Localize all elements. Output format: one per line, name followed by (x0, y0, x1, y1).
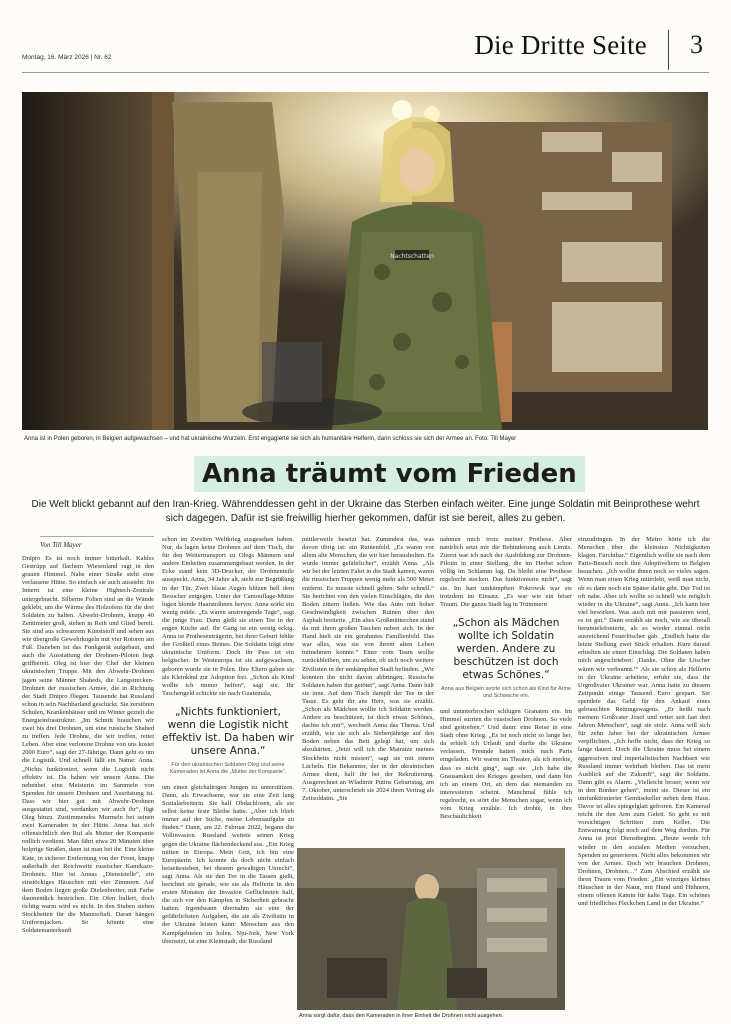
section-title: Die Dritte Seite (474, 30, 647, 60)
pull-quote-1: „Nichts funktioniert, wenn die Logistik nicht effektiv ist. Da haben wir unsere Anna.“ (162, 705, 294, 757)
pull-quote-2: „Schon als Mädchen wollte ich Soldatin werden. Andere zu beschützen ist doch etwas Schönes.“ (452, 616, 560, 681)
uniform-patch: Nachtschatten (390, 253, 434, 260)
header-divider (668, 30, 669, 70)
headline: Anna träumt vom Frieden (194, 456, 585, 492)
header-rule (22, 72, 709, 73)
column-3 (302, 536, 434, 842)
secondary-photo (297, 848, 565, 1010)
column-1-text: Dnipro Es ist noch immer bitterkalt. Kahles Gestrüpp auf flachem Wiesenland ragt in den grauen Himmel. Nahe einer Straße steht eine verlassene Hütte. So einfach sie auch aussieht: Im Innern ist eine kleine Hightech-Zentrale untergebracht. Silberne Folien sind an die Wände geklebt, um die Wärme des Holzofens für die drei Soldaten zu halten. Abwehr-Drohnen, knapp 40 Zentimeter groß, stehen in Reih und Glied bereit. Sie sind aus schwarzem Kunststoff und sehen aus wie übergroße Gewehrkugeln mit vier Rotoren am Fuß. Daneben ist das Funkgerät aufgebaut, und auch die Ausstattung der Drohnen-Piloten liegt griffbereit. Oleg ist hier der Chef der kleinen ukrainischen Truppe. Mit den Abwehr-Drohnen jagen seine Männer Shaheds, die Langstrecken-Drohnen der russischen Armee, die in Richtung der Stadt Dnipro fliegen. Tausende hat Russland schon in sein Nachbarland geschickt. Sie zerstören Schulen, Krankenhäuser und im Winter gezielt die Energieinfrastruktur. „Im Schnitt brauchen wir zwei bis drei Drohnen, um eine russische Shahed zu treffen. Jede Drohne, die wir treffen, rettet Leben. Aber eine verlorene Drohne von uns kostet 2000 Euro“, sagt der 27-Jährige. Dann geht es um die Logistik. Und schnell fällt ein Name: Anna. „Nichts funktioniert, wenn die Logistik nicht effektiv ist. Da haben wir unsere Anna. Die nebenbei eine Meisterin im Sammeln von Spenden für unsere Drohnen und Ausrüstung ist. Dass wir hier gut mit Abwehr-Drohnen ausgestattet sind, verdanken wir auch ihr“, fügt Oleg hinzu. Zustimmendes Murmeln bei seinen zwei Kameraden in der Hütte. Anna hat sich offensichtlich den Ruf als Mutter der Kompanie redlich verdient. Man fährt etwa 20 Minuten über holprige Straßen, dann ist man bei ihr. Eine kleine Kate, in sicherer Entfernung von der Front, knapp außerhalb der Reichweite russischer Kamikaze-Drohnen. Hier ist Annas „Dienststelle“, ein einstöckiges Häuschen mit vier Zimmern. Auf dem Boden liegen große Dielenbretter, mit Farbe daumendick bestrichen. Ein Ofen bullert, doch richtig warm wird es nicht. In den Stuben stehen Stockbetten für die Mannschaft. Daran hängen Uniformjacken. So könnte eine Soldatenunterkunft (22, 555, 154, 935)
column-5 (578, 536, 710, 1006)
column-5-text: einzudringen. In der Metro hörte ich die Menschen über die kleinsten Nichtigkeiten klagen. Furchtbar.“ Eigentlich wollte sie nach dem Paris-Besuch noch ihre Adoptiveltern in Belgien besuchen. „Ich wollte ihnen noch so vieles sagen. Wenn man einen Krieg miterlebt, weiß man nicht, ob es dann noch ein Später dafür gibt. Der Tod ist oft nahe. Aber ich wollte so schnell wie möglich wieder in die Ukraine“, sagt Anna. „Ich kann hier viel bewirken. Was auch mit mir passieren wird, es ist gut.“ Dann erzählt sie noch, wie sie überall herumtelefonierte, als es wieder einmal nicht ausreichend Feuerlöscher gab. „Endlich hatte die letzte Stellung zwei Stück erhalten. Kurz darauf erhielten sie einen Einschlag. Die Soldaten haben mich angeschrieben: ‚Danke. Ohne die Löscher wären wir verbrannt.‘“ Als sie schon als Helferin in der Ukraine arbeitete, erfuhr sie, dass ihr Urgroßvater Ukrainer war. Anna hatte zu diesem Zeitpunkt einige Tausend Euro gespart. Sie spendete das Geld für den Ankauf eines gebrauchten Rettungswagens. „Er heißt nach meinem Großvater Josef und rettet seit fast drei Jahren Menschen“, sagt sie stolz. Anna will sich für zehn Jahre bei der ukrainischen Armee verpflichten. „Ich hoffe nicht, dass der Krieg so lange dauert. Doch die Ukraine muss bei einem aggressiven und imperialistischen Nachbarn wie Russland immer wehrhaft bleiben. Das ist mein Ausblick auf die Zukunft“, sagt die Soldatin. Dann gibt es Alarm. „Vielleicht besser, wenn wir in den Bunker gehen“, meint sie. Dieser ist ein umfunktionierter Gemüsekeller neben dem Haus. Davor ist alles spiegelglatt gefroren. Ein Kamerad reicht ihr den Arm zum Geleit. So geht es mit vorsichtigen Schritten zum Keller. Die Entwarnung folgt noch auf dem Weg dorthin. Für Anna ist jetzt Dienstbeginn. „Heute werde ich wieder in den sozialen Medien versuchen, Spenden zu generieren. Nicht alles bekommen wir von der Armee. Doch wir brauchen Drohnen, Drohnen, Drohnen…“ Zum Abschied erzählt sie ihren Traum vom Frieden: „Ein winziges kleines Häuschen in der Natur, mit Hund und Hühnern, einem offenen Kamin für kalte Tage. Ein schönes und friedliches Fleckchen Land in der Ukraine.“ (578, 536, 710, 908)
subheadline: Die Welt blickt gebannt auf den Iran-Krieg. Währenddessen geht in der Ukraine das Sterben einfach weiter. Eine junge Soldatin mit Beinprothese wehrt sich dagegen. Dafür ist sie freiwillig hierher gekommen, dafür ist sie bereit, alles zu geben. (31, 499, 700, 524)
column-4-text-b: und ununterbrochen schlugen Granaten ein. Im Himmel surrten die russischen Drohnen. So viele sind gestorben.“ Und dann: eine Reise in eine Stadt ohne Krieg. „Es ist noch nicht so lange her, da erhielt ich Urlaub und durfte die Ukraine verlassen. Freunde hatten mich nach Paris eingeladen. Wir waren im Theater, als ich merkte, dass es nicht ging“, sagt sie. „Ich habe die Grausamkeit des Krieges gesehen, und dann bin ich an einem Ort, an dem das niemanden zu interessieren scheint. Manchmal fühle ich regelrecht, es stört die Menschen sogar, wenn ich vom Krieg erzähle. Ich drohte, in ihre Beschaulichkeit (440, 707, 572, 821)
column-4-text-a: nahmen mich trotz meiner Prothese. Aber natürlich setzt mir die Behinderung auch Limits. Zuerst war ich nach der Ausbildung zur Drohnen-Pilotin in einer Stellung, die im Herbst schon völlig im Schlamm lag. Da bleibt eine Prothese regelrecht stecken. Das funktionierte nicht“, sagt sie. Im hart umkämpften Pokrowsk war sie trotzdem im Einsatz. „Es war wie ein böser Traum. Die ganze Stadt lag in Trümmern (440, 536, 572, 608)
secondary-photo-illustration (297, 848, 565, 1010)
dateline: Montag, 16. März 2026 | Nr. 62 (22, 54, 112, 61)
secondary-photo-caption: Anna sorgt dafür, dass den Kameraden in ihrer Einheit die Drohnen nicht ausgehen. (299, 1013, 504, 1019)
byline: Von Till Mayer (40, 536, 154, 549)
pull-quote-1-caption: Für den ukrainischen Soldaten Oleg und seine Kameraden ist Anna die „Mutter der Kompanie“. (169, 761, 287, 775)
column-2-text-b: um einen gleichaltrigen Jungen zu unterstützen. Dann, als Erwachsene, war sie eine Zeit lang Sozialarbeiterin. Sie half Obdachlosen, als sie selbst keine feste Bleibe hatte. „Aber ich blieb immer auf der Suche, meine Lebensaufgabe zu finden.“ Dann, am 22. Februar 2022, begann die Vollinvasion. Russland weitete seinen Krieg gegen die Ukraine flächendeckend aus. „Ein Krieg mitten in Europa. Mein Gott, ich bin eine Europäerin. Ich konnte da doch nicht einfach beiseitestehen, bei diesem gewaltigen Unrecht“, sagt Anna. Als sie den Tee in die Tassen gießt, berichtet sie gerade, wie sie als Helferin in den ersten Monaten der Invasion Geflüchteten half, die sich vor den Kämpfen in Sicherheit gebracht hatten. Irgendwann übernahm sie eine der gefährlichsten Aufgaben, die sie als Zivilistin in der Ukraine leisten kann: Menschen aus den Kampfgebieten zu holen. Nju-Jork, New York übersetzt, ist eine Kleinstadt, die Russland (162, 783, 294, 945)
column-2 (162, 536, 294, 1006)
masthead (22, 28, 709, 72)
main-photo-caption: Anna ist in Polen geboren, in Belgien aufgewachsen – und hat ukrainische Wurzeln. Erst engagierte sie sich als humanitäre Helferin, dann schloss sie sich der Armee an. Foto: Till Mayer (24, 436, 517, 442)
pull-quote-2-caption: Anna aus Belgien setzte sich schon als Kind für Arme und Schwache ein. (440, 685, 572, 699)
column-1 (22, 536, 154, 1006)
column-2-text-a: schon im Zweiten Weltkrieg ausgesehen haben. Nur, da lagen keine Drohnen auf dem Tisch, die für den Weitertransport zu Olegs Männern und andere Einheiten zusammengebaut werden. In der Ecke stand kein 3D-Drucker, der Drohnenteile ausspuckt. Anna, 34 Jahre alt, steht zur Begrüßung in der Tür. Zwei blaue Augen blitzen hell dem Besucher entgegen. Unter der Camouflage-Mütze lugen blonde Haarsträhnen hervor. Anna wirkt ein wenig müde. „Es waren anstrengende Tage“, sagt die junge Frau. Dann gießt sie einen Tee in der engen Küche auf. Ihr Gang ist ein wenig eckig. Anna ist Prothesenträgerin, bei ihrer Geburt fehlte der Großteil eines Beines. Die Soldatin trägt eine ukrainische Uniform. Doch ihr Pass ist ein belgischer. In Westeuropa ist sie aufgewachsen, geboren wurde sie in Polen. Ihre Eltern gaben sie als Kleinkind zur Adoption frei. „Schon als Kind wollte ich immer helfen“, sagt sie. Ihr Taschengeld schickte sie nach Guatemala, (162, 536, 294, 697)
main-photo-illustration (22, 92, 708, 430)
column-3-text: mittlerweile besetzt hat. Zumindest das, was davon übrig ist: ein Ruinenfeld. „Es waren vor allem alte Menschen, die wir hier herausholten. Es wurde immer gefährlicher“, erzählt Anna. „Als wir bei der letzten Fahrt in die Stadt kamen, waren die russischen Truppen wenig mehr als 500 Meter entfernt. Es musste schnell gehen. Sehr schnell.“ Sie berichtet von den vielen Einschlägen, die den Boden zittern ließen. Wie das Auto mit hoher Geschwindigkeit zwischen Ruinen über den Asphalt bretterte. „Ein altes Großmütterchen stand da mit ihren großen Taschen neben sich. In der Hand hielt sie ein gerahmtes Familienbild. Das war alles, was sie von ihrem alten Leben mitnehmen konnte.“ Einer vom Team wollte zurückbleiben, um zu sehen, ob sich noch weitere Zivilisten in der umkämpften Stadt befinden. „Wir konnten ihn nicht davon abbringen. Russische Soldaten haben ihn getötet“, sagt Anna. Dann hält sie inne. Auf dem Tisch dampft der Tee in der Tasse. Es geht ihr ans Herz, was sie erzählt. „Schon als Mädchen wollte ich Soldatin werden. Andere zu beschützen, ist doch etwas Schönes, dachte ich mir“, wechselt Anna das Thema. Und erzählt, wie sie sich als Siebenjährige auf den Boden neben das Bett gelegt hat, um sich abzuhärten. „Jetzt will ich die Matratze meines Stockbetts nicht missen“, sagt sie mit einem Lächeln. Ein Bekannter, der in der ukrainischen Armee dient, half ihr bei der Rekrutierung. Ausgerechnet an Wladimir Putins Geburtstag, am 7. Oktober, unterschrieb sie 2024 ihren Vertrag als Zeitsoldatin. „Sie (302, 536, 434, 802)
page-number: 3 (690, 30, 703, 59)
column-4 (440, 536, 572, 842)
main-photo (22, 92, 708, 430)
